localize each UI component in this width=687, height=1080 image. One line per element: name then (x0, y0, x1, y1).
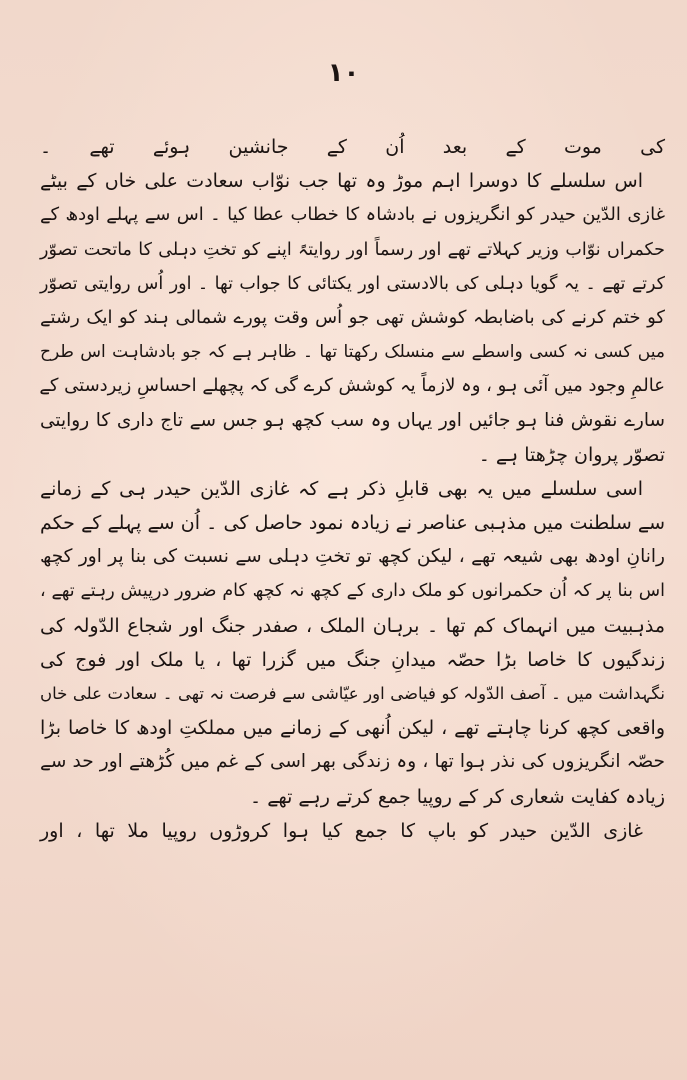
text-line: غازی الدّین حیدر کو باپ کا جمع کیا ہوا کروڑوں روپیا ملا تھا ، اور (40, 819, 643, 842)
text-line: حکمراں نوّاب وزیر کہلاتے تھے اور رسماً اور روایتہً اپنے کو تختِ دہلی کا ماتحت تصوّر (40, 239, 665, 260)
text-line: عالمِ وجود میں آئی ہو ، وہ لازماً یہ کوشش کرے گی کہ پچھلے احساسِ زیردستی کے (39, 375, 665, 397)
text-line: رانانِ اودھ بھی شیعہ تھے ، لیکن کچھ تو تختِ دہلی سے نسبت کی بنا پر اور کچھ (40, 546, 665, 568)
text-line: اسی سلسلے میں یہ بھی قابلِ ذکر ہے کہ غازی الدّین حیدر ہی کے زمانے (40, 477, 643, 500)
text-line: زیادہ کفایت شعاری کر کے روپیا جمع کرتے رہے تھے ۔ (250, 785, 665, 808)
text-line: حصّہ انگریزوں کی نذر ہوا تھا ، وہ زندگی بھر اسی کے غم میں کُڑھتے اور حد سے (40, 751, 665, 773)
text-line: واقعی کچھ کرنا چاہتے تھے ، لیکن اُنھی کے زمانے میں مملکتِ اودھ کا خاصا بڑا (40, 717, 665, 740)
text-line: زندگیوں کا خاصا بڑا حصّہ میدانِ جنگ میں گزرا تھا ، یا ملک اور فوج کی (40, 648, 665, 671)
text-line: سارے نقوش فنا ہو جائیں اور یہاں وہ سب کچھ ہو جس سے تاج داری کا روایتی (40, 409, 665, 431)
body-text (40, 130, 665, 848)
text-line: اس سلسلے کا دوسرا اہم موڑ وہ تھا جب نوّاب سعادت علی خاں کے بیٹے (40, 170, 643, 193)
text-line: کی موت کے بعد اُن کے جانشین ہوئے تھے ۔ (40, 136, 665, 158)
text-line: مذہبیت میں انہماک کم تھا ۔ برہان الملک ، صفدر جنگ اور شجاع الدّولہ کی (40, 614, 665, 637)
text-line: سے سلطنت میں مذہبی عناصر نے زیادہ نمود حاصل کی ۔ اُن سے پہلے کے حکم (40, 512, 665, 535)
text-line: کرتے تھے ۔ یہ گویا دہلی کی بالادستی اور یکتائی کا جواب تھا ۔ اور اُس روایتی تصوّر (40, 273, 665, 294)
text-line: نگہداشت میں ۔ آصف الدّولہ کو فیاضی اور عیّاشی سے فرصت نہ تھی ۔ سعادت علی خاں (40, 684, 665, 703)
text-line: میں کسی نہ کسی واسطے سے منسلک رکھتا تھا ۔ ظاہر ہے کہ جو بادشاہت اس طرح (40, 342, 665, 363)
text-line: تصوّر پروان چڑھتا ہے ۔ (478, 443, 665, 466)
text-line: غازی الدّین حیدر کو انگریزوں نے بادشاہ کا خطاب عطا کیا ۔ اس سے پہلے اودھ کے (40, 204, 665, 226)
page-number: ۱۰ (327, 58, 360, 88)
text-line: کو ختم کرنے کی باضابطہ کوشش تھی جو اُس وقت پورے شمالی ہند کو ایک رشتے (40, 306, 665, 328)
text-line: اس بنا پر کہ اُن حکمرانوں کو ملک داری کے کچھ نہ کچھ کام ضرور درپیش رہتے تھے ، (40, 581, 665, 602)
